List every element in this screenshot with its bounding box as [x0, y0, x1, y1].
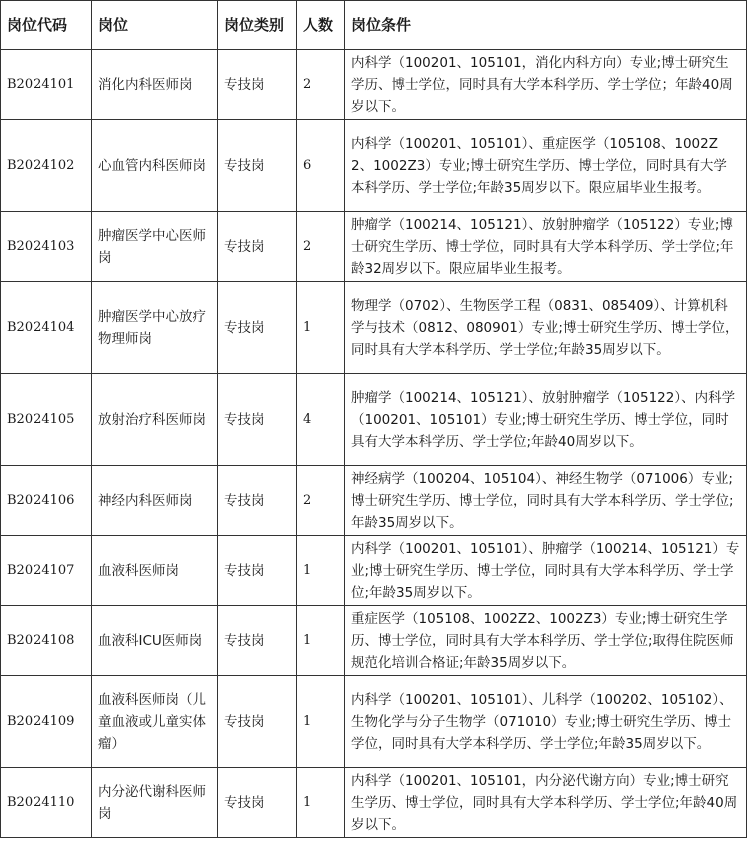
cell-requirements: 物理学（0702）、生物医学工程（0831、085409）、计算机科学与技术（0812、080901）专业;博士研究生学历、博士学位，同时具有大学本科学历、学士学位;年龄35周岁以下。 — [345, 282, 747, 374]
cell-requirements: 重症医学（105108、1002Z2、1002Z3）专业;博士研究生学历、博士学位，同时具有大学本科学历、学士学位;取得住院医师规范化培训合格证;年龄35周岁以下。 — [345, 606, 747, 676]
cell-code: B2024106 — [1, 466, 92, 536]
cell-post: 心血管内科医师岗 — [92, 120, 218, 212]
cell-requirements: 内科学（100201、105101）、重症医学（105108、1002Z2、1002Z3）专业;博士研究生学历、博士学位，同时具有大学本科学历、学士学位;年龄35周岁以下。限应届毕业生报考。 — [345, 120, 747, 212]
cell-requirements: 肿瘤学（100214、105121）、放射肿瘤学（105122）、内科学（100201、105101）专业;博士研究生学历、博士学位，同时具有大学本科学历、学士学位;年龄40周岁以下。 — [345, 374, 747, 466]
cell-code: B2024103 — [1, 212, 92, 282]
table-row — [1, 676, 747, 768]
cell-code: B2024104 — [1, 282, 92, 374]
table-row — [1, 536, 747, 606]
cell-post: 血液科医师岗 — [92, 536, 218, 606]
cell-post: 肿瘤医学中心医师岗 — [92, 212, 218, 282]
cell-type: 专技岗 — [218, 50, 297, 120]
header-requirements: 岗位条件 — [345, 1, 747, 50]
table-row — [1, 466, 747, 536]
cell-code: B2024101 — [1, 50, 92, 120]
cell-post: 放射治疗科医师岗 — [92, 374, 218, 466]
table-row — [1, 50, 747, 120]
cell-requirements: 肿瘤学（100214、105121）、放射肿瘤学（105122）专业;博士研究生学历、博士学位，同时具有大学本科学历、学士学位;年龄32周岁以下。限应届毕业生报考。 — [345, 212, 747, 282]
header-type: 岗位类别 — [218, 1, 297, 50]
cell-requirements: 神经病学（100204、105104）、神经生物学（071006）专业;博士研究生学历、博士学位，同时具有大学本科学历、学士学位;年龄35周岁以下。 — [345, 466, 747, 536]
cell-post: 消化内科医师岗 — [92, 50, 218, 120]
cell-requirements: 内科学（100201、105101，消化内科方向）专业;博士研究生学历、博士学位，同时具有大学本科学历、学士学位；年龄40周岁以下。 — [345, 50, 747, 120]
header-row — [1, 1, 747, 50]
header-count: 人数 — [297, 1, 345, 50]
cell-code: B2024108 — [1, 606, 92, 676]
cell-count: 1 — [297, 768, 345, 838]
cell-requirements: 内科学（100201、105101）、儿科学（100202、105102）、生物化学与分子生物学（071010）专业;博士研究生学历、博士学位，同时具有大学本科学历、学士学位;年龄35周岁以下。 — [345, 676, 747, 768]
cell-code: B2024107 — [1, 536, 92, 606]
cell-count: 4 — [297, 374, 345, 466]
cell-code: B2024105 — [1, 374, 92, 466]
table-row — [1, 282, 747, 374]
header-post: 岗位 — [92, 1, 218, 50]
cell-type: 专技岗 — [218, 606, 297, 676]
cell-count: 1 — [297, 282, 345, 374]
cell-count: 2 — [297, 466, 345, 536]
cell-post: 血液科医师岗（儿童血液或儿童实体瘤） — [92, 676, 218, 768]
cell-type: 专技岗 — [218, 466, 297, 536]
cell-count: 2 — [297, 212, 345, 282]
cell-type: 专技岗 — [218, 536, 297, 606]
table-row — [1, 212, 747, 282]
cell-code: B2024102 — [1, 120, 92, 212]
cell-requirements: 内科学（100201、105101）、肿瘤学（100214、105121）专业;博士研究生学历、博士学位，同时具有大学本科学历、学士学位;年龄35周岁以下。 — [345, 536, 747, 606]
cell-code: B2024110 — [1, 768, 92, 838]
cell-count: 1 — [297, 536, 345, 606]
cell-type: 专技岗 — [218, 212, 297, 282]
cell-type: 专技岗 — [218, 120, 297, 212]
table-row — [1, 374, 747, 466]
cell-post: 内分泌代谢科医师岗 — [92, 768, 218, 838]
cell-count: 1 — [297, 606, 345, 676]
cell-requirements: 内科学（100201、105101，内分泌代谢方向）专业;博士研究生学历、博士学位，同时具有大学本科学历、学士学位;年龄40周岁以下。 — [345, 768, 747, 838]
table-row — [1, 768, 747, 838]
cell-type: 专技岗 — [218, 282, 297, 374]
cell-type: 专技岗 — [218, 768, 297, 838]
cell-count: 1 — [297, 676, 345, 768]
cell-count: 6 — [297, 120, 345, 212]
cell-post: 肿瘤医学中心放疗物理师岗 — [92, 282, 218, 374]
cell-count: 2 — [297, 50, 345, 120]
cell-code: B2024109 — [1, 676, 92, 768]
cell-type: 专技岗 — [218, 374, 297, 466]
cell-type: 专技岗 — [218, 676, 297, 768]
cell-post: 神经内科医师岗 — [92, 466, 218, 536]
table-row — [1, 120, 747, 212]
cell-post: 血液科ICU医师岗 — [92, 606, 218, 676]
table-row — [1, 606, 747, 676]
header-code: 岗位代码 — [1, 1, 92, 50]
